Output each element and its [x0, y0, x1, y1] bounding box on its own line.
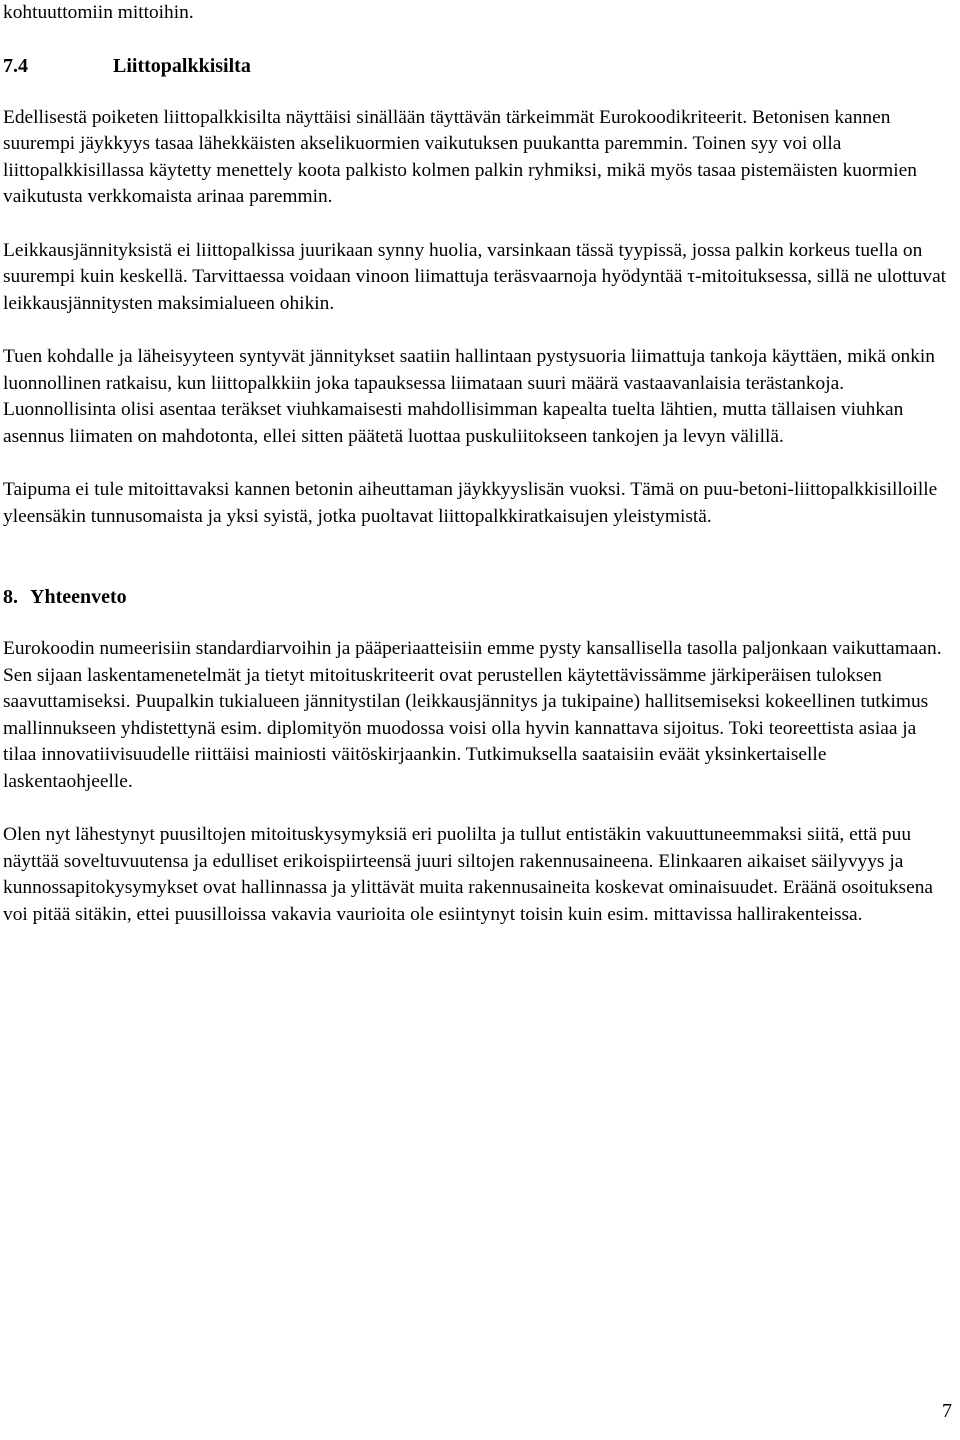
paragraph: Leikkausjännityksistä ei liittopalkissa juurikaan synny huolia, varsinkaan tässä tyypissä, jossa palkin korkeus tuella on suurempi kuin keskellä. Tarvittaessa voidaan vinoon liimattuja teräsvaarnoja hyödyntää τ-mitoituksessa, sillä ne ulottuvat leikkausjännitysten maksimialueen ohikin. — [3, 239, 947, 314]
paragraph: Eurokoodin numeerisiin standardiarvoihin ja pääperiaatteisiin emme pysty kansallisella tasolla paljonkaan vaikuttamaan. Sen sijaan laskentamenetelmät ja tietyt mitoituskriteerit ovat perustellen käytettävissämme järkiperäisen tuloksen saavuttamiseksi. Puupalkin tukialueen jännitystilan (leikkausjännitys ja tukipaine) hallitsemiseksi kokeellinen tutkimus mallinnukseen yhdistettynä esim. diplomityön muodossa voisi olla hyvin kannattava sijoitus. Toki teoreettista asiaa ja tilaa innovatiivisuudelle riittäisi mainiosti väitöskirjaankin. Tutkimuksella saataisiin eväät yksinkertaiselle laskentaohjeelle. — [3, 638, 942, 792]
section-heading-8 — [3, 584, 953, 610]
section-number: 7.4 — [3, 54, 28, 77]
section-number: 8. — [3, 586, 18, 608]
paragraph: Olen nyt lähestynyt puusiltojen mitoituskysymyksiä eri puolilta ja tullut entistäkin vakuuttuneemmaksi siitä, että puu näyttää soveltuvuutensa ja edulliset erikoispiirteensä juuri siltojen rakennusaineena. Elinkaaren aikaiset säilyvyys ja kunnossapitokysymykset ovat hallinnassa ja ylittävät muita rakennusaineita koskevat ominaisuudet. Eräänä osoituksena voi pitää sitäkin, ettei puusilloissa vakavia vaurioita ole esiintynyt toisin kuin esim. mittavissa hallirakenteissa. — [3, 824, 934, 925]
continuation-text: kohtuuttomiin mittoihin. — [3, 2, 194, 23]
paragraph: Edellisestä poiketen liittopalkkisilta näyttäisi sinällään täyttävän tärkeimmät Eurokoodikriteerit. Betonisen kannen suurempi jäykkyys tasaa lähekkäisten akselikuormien vaikutuksen puukantta paremmin. Toinen syy voi olla liittopalkkisillassa käytetty menettely koota palkisto kolmen palkin ryhmiksi, mikä myös tasaa pistemäisten kuormien vaikutusta verkkomaista arinaa paremmin. — [3, 106, 917, 207]
section-title: Yhteenveto — [30, 586, 127, 608]
paragraph: Tuen kohdalle ja läheisyyteen syntyvät jännitykset saatiin hallintaan pystysuoria liimattuja tankoja käyttäen, mikä onkin luonnollinen ratkaisu, kun liittopalkkiin joka tapauksessa liimataan suuri määrä vastaavanlaisia terästankoja. Luonnollisinta olisi asentaa teräkset viuhkamaisesti mahdollisimman kapealta tuelta lähtien, mutta tällaisen viuhkan asennus liimaten on mahdotonta, ellei sitten päätetä luottaa puskuliitokseen tankojen ja levyn välillä. — [3, 346, 935, 447]
page-content — [3, 0, 953, 928]
paragraph: Taipuma ei tule mitoittavaksi kannen betonin aiheuttaman jäykkyyslisän vuoksi. Tämä on puu-betoni-liittopalkkisilloille yleensäkin tunnusomaista ja yksi syistä, jotka puoltavat liittopalkkiratkaisujen yleistymistä. — [3, 479, 938, 527]
section-title: Liittopalkkisilta — [113, 54, 251, 77]
section-heading-7-4 — [3, 53, 953, 79]
page-number: 7 — [942, 1400, 952, 1422]
